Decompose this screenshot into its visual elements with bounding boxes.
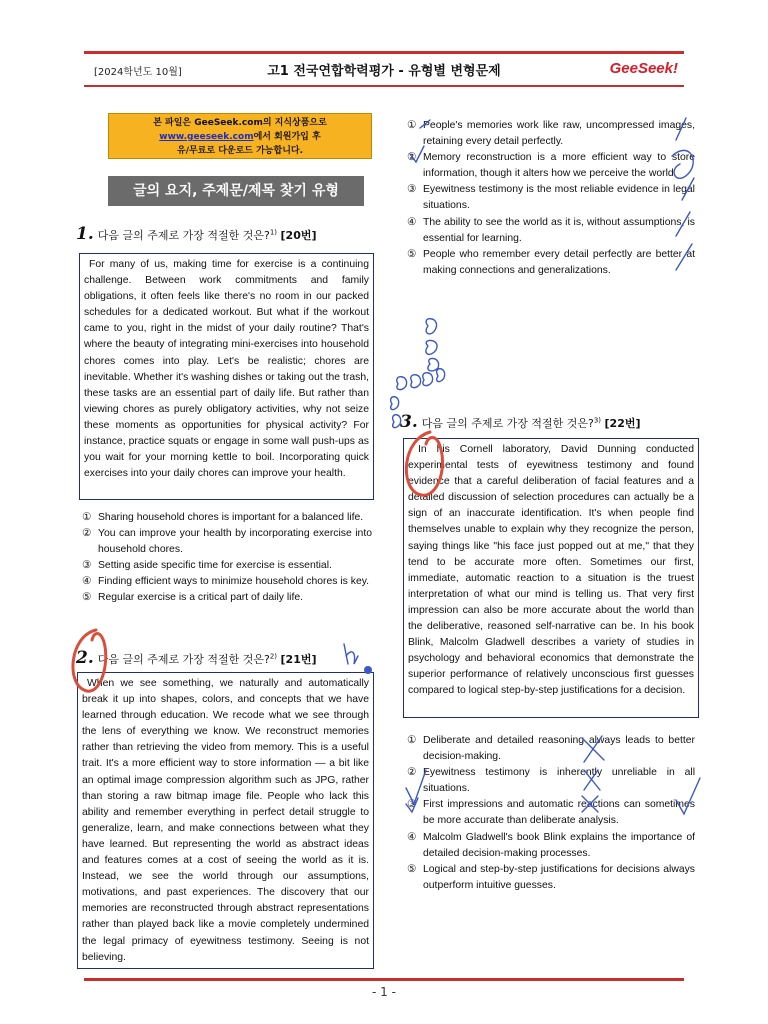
question-number: 3. — [400, 412, 418, 432]
option-4[interactable] — [407, 215, 695, 247]
question-3-passage: In his Cornell laboratory, David Dunning conducted experimental tests of eyewitness testimony and found evidence that a careful deliberation of facial features and a detailed discussion of selection procedures can actually be a sign of an inaccurate identification. It's when people find themselves unable to explain why they recognize the person, saying things like "his face just popped out at me," that they tend to be accurate more often. Sometimes our first, immediate, automatic reaction to a situation is the truest interpretation of what our mind is telling us. That very first impression can also be more accurate about the world than the deliberative, reasoned self-narrative can be. In his book Blink, Malcolm Gladwell describes a variety of studies in psychology and behavioral economics that demonstrate the superior performance of relatively unconscious first guesses compared to logical step-by-step justifications for a decision. — [403, 438, 699, 718]
option-text: Finding efficient ways to minimize household chores is key. — [98, 576, 370, 588]
option-text: Sharing household chores is important for a balanced life. — [98, 512, 364, 523]
question-source: [22번] — [604, 417, 641, 430]
option-text: The ability to see the world as it is, without assumptions, is essential for learning. — [423, 216, 695, 244]
geeseek-link[interactable]: www.geeseek.com — [159, 132, 254, 142]
page-number: - 1 - — [372, 985, 396, 999]
option-text: Malcolm Gladwell's book Blink explains the importance of detailed decision-making processes. — [423, 831, 695, 859]
question-prompt: 다음 글의 주제로 가장 적절한 것은? — [421, 417, 594, 430]
question-number: 1. — [76, 224, 94, 244]
option-4[interactable] — [82, 574, 372, 590]
option-1[interactable] — [82, 510, 372, 526]
option-5[interactable] — [82, 590, 372, 606]
notice-line-2 — [109, 130, 371, 144]
option-marker: ⑤ — [407, 863, 417, 875]
option-1[interactable] — [407, 733, 695, 765]
option-text: Logical and step-by-step justifications for decisions always outperform intuitive guesses. — [423, 863, 695, 891]
option-marker: ④ — [407, 831, 417, 843]
section-title: 글의 요지, 주제문/제목 찾기 유형 — [108, 176, 364, 206]
footnote-ref: 2) — [269, 652, 278, 661]
exam-year-tag: [2024학년도 10월] — [94, 67, 182, 78]
footnote-ref: 3) — [593, 416, 602, 425]
option-3[interactable] — [407, 182, 695, 214]
option-3[interactable] — [407, 797, 695, 829]
ink-circle — [428, 358, 439, 371]
question-1-options — [82, 510, 372, 607]
option-5[interactable] — [407, 247, 695, 279]
page-header — [84, 51, 684, 87]
option-text: People's memories work like raw, uncompressed images, retaining every detail perfectly. — [423, 120, 695, 148]
footer-rule — [84, 978, 684, 981]
option-text: Regular exercise is a critical part of daily life. — [98, 592, 304, 604]
option-marker: ⑤ — [407, 248, 417, 260]
option-marker: ④ — [407, 216, 417, 228]
option-marker: ② — [82, 528, 92, 540]
option-2[interactable] — [82, 526, 372, 558]
question-source: [20번] — [280, 229, 317, 242]
question-number: 2. — [76, 648, 94, 668]
brand-logo: GeeSeek! — [609, 60, 678, 77]
notice-line-1: 본 파일은 GeeSeek.com의 지식상품으로 — [153, 118, 327, 128]
option-text: First impressions and automatic reactions can sometimes be more accurate than deliberate analysis. — [423, 799, 695, 827]
option-text: Memory reconstruction is a more efficient way to store information, though it alters how we perceive the world. — [423, 152, 695, 180]
option-5[interactable] — [407, 862, 695, 894]
option-2[interactable] — [407, 765, 695, 797]
ink-circle — [423, 373, 433, 386]
option-marker: ② — [407, 152, 417, 164]
option-text: You can improve your health by incorporating exercise into household chores. — [98, 528, 372, 556]
question-2-header — [76, 648, 317, 668]
question-prompt: 다음 글의 주제로 가장 적절한 것은? — [97, 653, 270, 666]
ink-circle — [426, 319, 436, 334]
footnote-ref: 1) — [269, 228, 278, 237]
notice-line-3: 유/무료로 다운로드 가능합니다. — [177, 146, 303, 156]
notice-line-2-suffix: 에서 회원가입 후 — [253, 132, 321, 142]
question-1-passage: For many of us, making time for exercise is a continuing challenge. Between work commitments and family obligations, it often feels like there's no room in our packed schedules for a dedicated workout. But what if the workout came to you, right in the midst of your daily routine? That's where the beauty of integrating mini-exercises into household chores comes into play. Let's be realistic; chores are inevitable. Whether it's washing dishes or taking out the trash, these tasks are an essential part of daily life. But rather than viewing chores as purely obligatory activities, why not seize these moments as opportunities for physical activity? For instance, practice squats or engage in some wall push-ups as you wait for your morning kettle to boil. Incorporating quick exercises into your daily chores can improve your health. — [79, 253, 374, 500]
question-3-header — [400, 412, 641, 432]
ink-circle — [426, 340, 437, 354]
option-2[interactable] — [407, 150, 695, 182]
option-text: Deliberate and detailed reasoning always leads to better decision-making. — [423, 735, 695, 763]
option-1[interactable] — [407, 118, 695, 150]
ink-letter — [344, 644, 358, 664]
option-marker: ③ — [407, 184, 417, 196]
option-text: People who remember every detail perfectly are better at making connections and generalizations. — [423, 248, 695, 276]
option-marker: ③ — [407, 799, 417, 811]
option-marker: ③ — [82, 560, 92, 572]
option-marker: ① — [82, 512, 92, 523]
option-marker: ④ — [82, 576, 92, 588]
document-title: 고1 전국연합학력평가 - 유형별 변형문제 — [267, 64, 501, 79]
download-notice — [108, 113, 372, 159]
option-marker: ⑤ — [82, 592, 92, 604]
question-prompt: 다음 글의 주제로 가장 적절한 것은? — [97, 229, 270, 242]
option-text: Eyewitness testimony is the most reliable evidence in legal situations. — [423, 184, 695, 212]
option-text: Setting aside specific time for exercise is essential. — [98, 560, 332, 572]
question-3-options — [407, 733, 695, 894]
ink-circle — [391, 397, 399, 410]
question-source: [21번] — [280, 653, 317, 666]
option-marker: ② — [407, 767, 417, 779]
option-4[interactable] — [407, 830, 695, 862]
option-3[interactable] — [82, 558, 372, 574]
option-marker: ① — [407, 735, 417, 746]
ink-circle — [397, 377, 407, 390]
question-2-passage: When we see something, we naturally and automatically break it up into shapes, colors, and concepts that we have learned through education. We recode what we see through the lens of everything we know. We reconstruct memories rather than retrieving the video from memory. This is a useful trait. It's a more efficient way to store information — a bit like an optimal image compression algorithm such as JPG, rather than storing a raw bitmap image file. People who lack this ability and remember everything in perfect detail struggle to generalize, learn, and make connections between what they have learned. But representing the world as abstract ideas and features comes at a cost of seeing the world as it is. Instead, we see the world through our assumptions, motivations, and past experiences. The discovery that our memories are reconstructed through abstract representations rather than played back like a movie completely undermined the legal primacy of eyewitness testimony. Seeing is not believing. — [77, 672, 374, 969]
ink-circle — [437, 369, 445, 382]
ink-circle — [411, 375, 421, 388]
question-2-options — [407, 118, 695, 279]
option-text: Eyewitness testimony is inherently unreliable in all situations. — [423, 767, 695, 795]
option-marker: ① — [407, 120, 417, 131]
question-1-header — [76, 224, 317, 244]
